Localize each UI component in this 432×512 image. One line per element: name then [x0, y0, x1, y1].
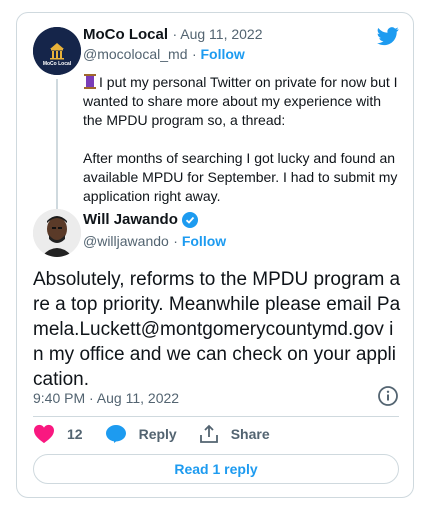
reply-timestamp[interactable]: 9:40 PM · Aug 11, 2022 — [33, 390, 180, 406]
reply-handle[interactable]: @willjawando — [83, 233, 169, 249]
share-upload-icon — [199, 424, 219, 444]
reply-author-row — [83, 211, 198, 228]
quoted-handle-row — [83, 46, 245, 64]
quoted-author-name[interactable]: MoCo Local — [83, 26, 168, 43]
tweet-embed-card — [16, 12, 414, 498]
action-bar — [33, 424, 270, 444]
share-button[interactable] — [199, 424, 270, 444]
mocolocal-avatar[interactable] — [33, 27, 81, 75]
quoted-tweet-text — [83, 73, 403, 206]
read-replies-button[interactable]: Read 1 reply — [33, 454, 399, 484]
quoted-line-1: I put my personal Twitter on private for now but I wanted to share more about my experience with the MPDU program so, a thread: — [83, 74, 398, 128]
separator-dot: · — [191, 46, 201, 62]
verified-badge-icon — [182, 212, 198, 228]
reply-tweet-text: Absolutely, reforms to the MPDU program are a top priority. Meanwhile please email Pamela.Luckett@montgomerycountymd.gov in my office and we can check on your application. — [33, 269, 401, 390]
divider — [33, 416, 399, 417]
reply-follow-button[interactable]: Follow — [181, 233, 227, 249]
quoted-header — [83, 26, 263, 44]
quoted-line-2: After months of searching I got lucky and found an available MPDU for September. I had to submit my application right away. — [83, 150, 398, 204]
heart-icon — [33, 424, 55, 444]
avatar-logo-text: MoCo Local — [42, 61, 72, 67]
quoted-date[interactable]: Aug 11, 2022 — [180, 26, 263, 42]
like-button[interactable] — [33, 424, 83, 444]
reply-button[interactable] — [105, 424, 177, 444]
reply-bubble-icon — [105, 424, 127, 444]
quoted-follow-button[interactable]: Follow — [200, 46, 245, 62]
quoted-handle[interactable]: @mocolocal_md — [83, 46, 188, 62]
thread-connector-line — [56, 79, 58, 215]
reply-handle-row — [83, 233, 226, 251]
spool-emoji-icon — [83, 74, 97, 89]
reply-label: Reply — [138, 426, 177, 442]
info-icon[interactable] — [377, 385, 399, 407]
separator-dot: · — [173, 233, 182, 249]
willjawando-avatar[interactable] — [33, 209, 81, 257]
share-label: Share — [230, 426, 270, 442]
twitter-bird-icon[interactable] — [375, 25, 401, 47]
reply-author-name[interactable]: Will Jawando — [83, 211, 178, 228]
separator-dot: · — [172, 26, 181, 42]
like-count: 12 — [67, 426, 83, 442]
